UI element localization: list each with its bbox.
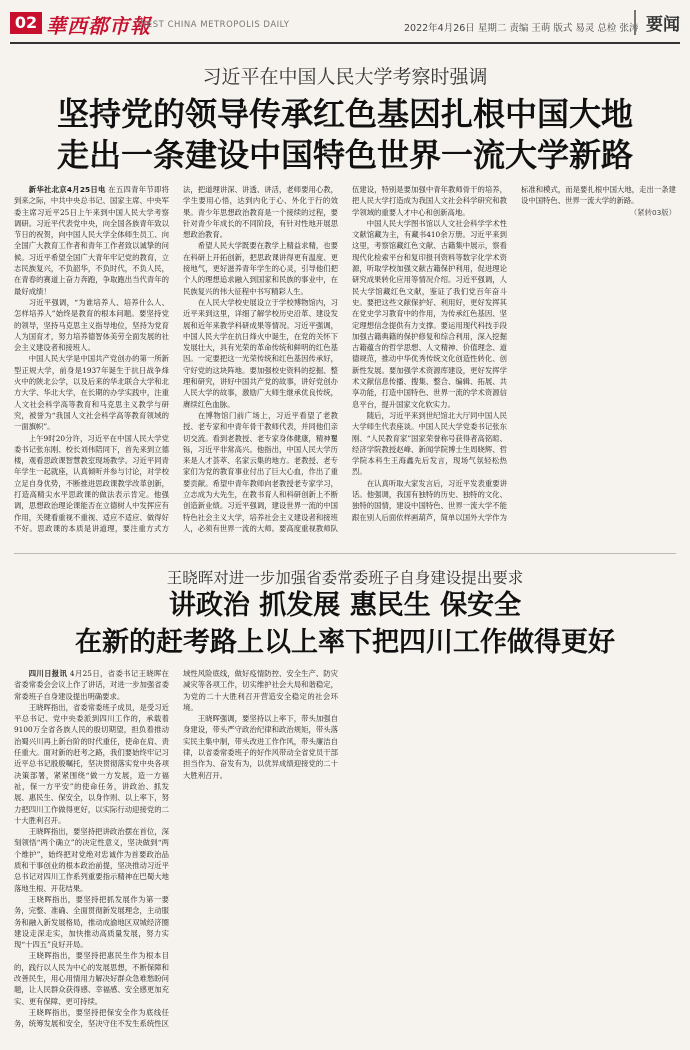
article1-paragraph: 希望人民大学既要在教学上精益求精，也要在科研上开拓创新，把思政课讲得更有温度、更接地气，更好滋养青年学生的心灵，引导他们把个人的理想追求融入到国家和民族的事业中，在民族复兴的伟大征程中书写精彩人生。 [183, 241, 338, 296]
article2-paragraph: 王晓晖指出，要坚持把讲政治摆在首位，深刻领悟“两个确立”的决定性意义，坚决做到“两个维护”，始终把对党绝对忠诚作为首要政治品质和干事创业的根本政治前提，坚决推动习近平总书记对四川工作系列重要指示精神在巴蜀大地落地生根、开花结果。 [14, 827, 169, 893]
article1-headline-line1: 坚持党的领导传承红色基因扎根中国大地 [56, 95, 633, 133]
article2-paragraph: 王晓晖强调，要坚持以上率下，带头加强自身建设，带头严守政治纪律和政治规矩，带头落实民主集中制，带头改进工作作风，带头廉洁自律，以省委常委班子的好作风带动全省党员干部担当作为、奋发有为，以优异成绩迎接党的二十大胜利召开。 [183, 714, 338, 780]
newspaper-header [0, 0, 690, 46]
page-number: 02 [10, 12, 42, 34]
article1-paragraph: 在五四青年节即将到来之际，中共中央总书记、国家主席、中央军委主席习近平25日上午来到中国人民大学考察调研。习近平代表党中央，向全国各族青年致以节日的祝贺，向中国人民大学全体师生员工、向全国广大教育工作者和青年工作者致以诚挚的问候。习近平希望全国广大青年牢记党的教育，立志民族复兴，不负韶华，不负时代，不负人民，在青春的赛道上奋力奔跑，争取跑出当代青年的最好成绩！ [14, 185, 169, 296]
article2-paragraph: 王晓晖指出，要坚持把惠民生作为根本目的，践行以人民为中心的发展思想，不断保障和改善民生，用心用情用力解决好群众急难愁盼问题，让人民群众获得感、幸福感、安全感更加充实、更有保障、更可持续。 [14, 951, 169, 1006]
section-title: 要闻 [634, 10, 680, 35]
article1-kicker: 习近平在中国人民大学考察时强调 [202, 66, 488, 88]
article2-paragraph: 王晓晖指出，要坚持把抓发展作为第一要务，完整、准确、全面贯彻新发展理念，主动服务和融入新发展格局，推动成渝地区双城经济圈建设走深走实，加快推动高质量发展，努力实现“十四五”良好开局。 [14, 894, 169, 950]
header-rule [10, 42, 680, 44]
article1-paragraph: 习近平强调，“为谁培养人、培养什么人、怎样培养人”始终是教育的根本问题。要坚持党的领导，坚持马克思主义指导地位，坚持为党育人为国育才，努力培养德智体美劳全面发展的社会主义建设者和接班人。 [14, 297, 169, 353]
article1-body [14, 184, 676, 542]
masthead-english: WEST CHINA METROPOLIS DAILY [138, 20, 290, 30]
article1-paragraph: 随后，习近平来到世纪馆北大厅同中国人民大学师生代表座谈。中国人民大学党委书记张东刚、“人民教育家”国家荣誉称号获得者高铭暄、经济学院教授赵峰、新闻学院博士生周晓辉、哲学院本科生王海鑫先后发言，现场气氛轻松热烈。 [352, 410, 507, 477]
article2-paragraph: 4月25日，省委书记王晓晖在省委常委会会议上作了讲话，对进一步加强省委常委班子自身建设提出明确要求。 [14, 669, 169, 701]
article1-paragraph: 中国人民大学是中国共产党创办的第一所新型正规大学，前身是1937年诞生于抗日战争烽火中的陕北公学，以及后来的华北联合大学和北方大学、华北大学，在长期的办学实践中，注重人文社会科学高等教育和马克思主义教学与研究，被誉为“我国人文社会科学高等教育领域的一面旗帜”。 [14, 354, 169, 432]
article2-headline-line2: 在新的赶考路上以上率下把四川工作做得更好 [75, 627, 615, 658]
article2-headline-line1: 讲政治 抓发展 惠民生 保安全 [168, 590, 522, 621]
article1-paragraph: 上午9时20分许，习近平在中国人民大学党委书记张东刚、校长刘伟陪同下，首先来到立德楼，观看思政课智慧教室现场教学。习近平同青年学生一起就座，认真倾听并参与讨论，对学校立足自身优势，不断推进思政课教学改革创新，打造高精尖水平思政课的做法表示肯定。他强调，思想政治理论课能否在立德树人中发挥应有作用，关键看重视不重视、适应不适应、做得好不好。思政课的本质是讲道理，要注重方式方法，把道理讲深、讲透、讲活，老师要用心教，学生要用心悟，达到内化于心、外化于行的效果。青少年思想政治教育是一个接续的过程，要针对青少年成长的不同阶段，有针对性地开展思想政治教育。 [14, 185, 338, 533]
article2-paragraph: 王晓晖指出，省委常委班子成员，是受习近平总书记、党中央委派到四川工作的，承载着9100万全省各族人民的殷切期望，担负着推动治蜀兴川再上新台阶的时代重任，使命在肩、责任重大。面对新的赶考之路，我们要始终牢记习近平总书记殷殷嘱托，坚决贯彻落实党中央各项决策部署，紧紧围绕“做一方发展，造一方福祉，保一方平安”的使命任务，讲政治、抓发展、惠民生、保安全，以身作则、以上率下，努力把四川工作做得更好，以实际行动迎接党的二十大胜利召开。 [14, 702, 169, 825]
article1-continued-note: （紧转03版） [629, 207, 676, 217]
article1-paragraph: 在人民大学校史展设立于学校博物馆内，习近平来到这里，详细了解学校历史沿革、建设发展和近年来教学科研成果等情况。习近平强调，中国人民大学在抗日烽火中诞生，在党的关怀下发展壮大，具有光荣的革命传统和鲜明的红色基因。一定要把这一光荣传统和红色基因传承好，守好党的这块阵地。要加强校史资料的挖掘、整理和研究，讲好中国共产党的故事，讲好党创办人民大学的故事，激励广大师生继承优良传统，赓续红色血脉。 [183, 297, 338, 409]
article1-paragraph: 在认真听取大家发言后，习近平发表重要讲话。他强调，我国有独特的历史、独特的文化、独特的国情，建设中国特色、世界一流大学不能跟在别人后面依样画葫芦，简单以国外大学作为标准和模式，而是要扎根中国大地，走出一条建设中国特色、世界一流大学的新路。 [352, 185, 676, 522]
article2-paragraph: 王晓晖指出，要坚持把保安全作为底线任务，统筹发展和安全，坚决守住不发生系统性区域性风险底线，做好疫情防控、安全生产、防灾减灾等各项工作，切实维护社会大局和谐稳定，为党的二十大胜利召开营造安全稳定的社会环境。 [14, 669, 338, 1029]
article1-paragraph: 中国人民大学图书馆以人文社会科学学术性文献馆藏为主，有藏书410余万册。习近平来到这里，考察馆藏红色文献、古籍集中展示，察看现代化检索平台和复印报刊资料等数字化学术资源，听取学校加强文献古籍保护利用，促进理论研究成果转化应用等情况介绍。习近平强调，人民大学馆藏红色文献，鉴证了我们党百年奋斗史。要把这些文献保护好、利用好，更好发挥其在党史学习教育中的作用，为传承红色基因、坚定理想信念提供有力支撑。要运用现代科技手段加强古籍典籍的保护修复和综合利用，深入挖掘古籍蕴含的哲学思想、人文精神、价值理念、道德规范，推动中华优秀传统文化创造性转化、创新性发展。要加强学术资源库建设，更好发挥学术文献信息传播、搜集、整合、编辑、拓展、共享功能，打造中国特色、世界一流的学术资源信息平台，提升国家文化软实力。 [352, 218, 507, 409]
article1-paragraph: 在博物馆门前广场上，习近平看望了老教授、老专家和中青年骨干教师代表，并同他们亲切交流。看到老教授、老专家身体健康，精神矍铄，习近平非常高兴。他指出，中国人民大学历来是人才荟萃、名家云集的地方。老教授、老专家们为党的教育事业付出了巨大心血，作出了重要贡献。希望中青年教师向老教授老专家学习，立志成为大先生，在教书育人和科研创新上不断创造新业绩。习近平强调，建设世界一流的中国特色社会主义大学，培养社会主义建设者和接班人，必须有世界一流的大师。要高度重视教师队伍建设，特别是要加强中青年教师骨干的培养，把人民大学打造成为我国人文社会科学研究和教学领域的重要人才中心和创新高地。 [183, 185, 507, 533]
article2-body [14, 668, 676, 1040]
article2-kicker: 王晓晖对进一步加强省委常委班子自身建设提出要求 [166, 569, 524, 587]
article-divider [14, 553, 676, 554]
article1-headline-line2: 走出一条建设中国特色世界一流大学新路 [56, 136, 633, 174]
date-and-editors: 2022年4月26日 星期二 责编 王萌 版式 易灵 总检 张涛 [404, 23, 639, 34]
article2-byline: 四川日报讯 [28, 669, 68, 678]
article1-byline: 新华社北京4月25日电 [28, 185, 106, 194]
masthead-logo: 華西都市報 [46, 14, 151, 38]
